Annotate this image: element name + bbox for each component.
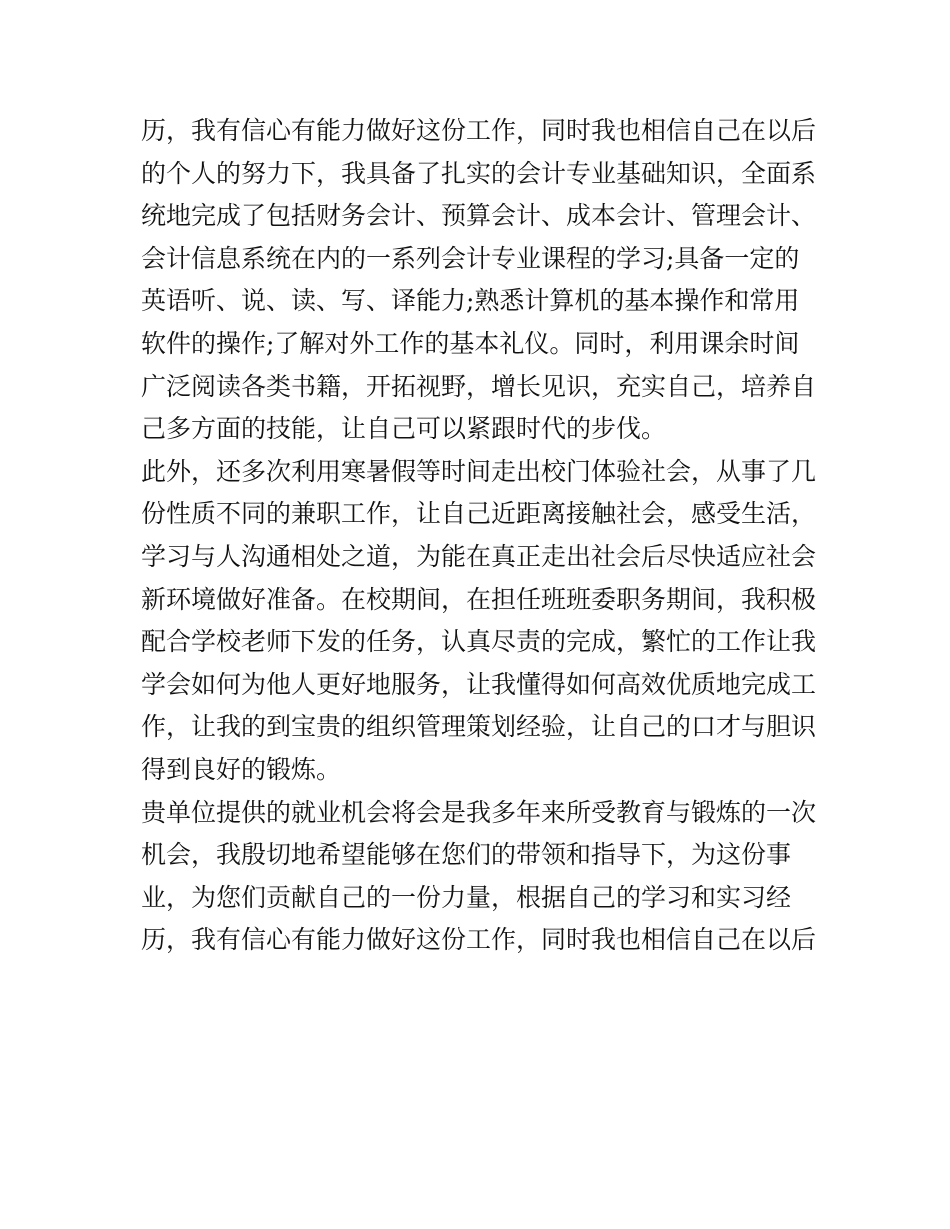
text-line: 会计信息系统在内的一系列会计专业课程的学习;具备一定的 bbox=[141, 243, 800, 273]
text-line: 己多方面的技能，让自己可以紧跟时代的步伐。 bbox=[141, 414, 667, 444]
text-line: 历，我有信心有能力做好这份工作，同时我也相信自己在以后 bbox=[141, 925, 817, 955]
text-line: 此外，还多次利用寒暑假等时间走出校门体验社会，从事了几 bbox=[141, 456, 817, 486]
text-line: 统地完成了包括财务会计、预算会计、成本会计、管理会计、 bbox=[141, 201, 817, 231]
text-line: 作，让我的到宝贵的组织管理策划经验，让自己的口才与胆识 bbox=[141, 712, 817, 742]
text-line: 广泛阅读各类书籍，开拓视野，增长见识，充实自己，培养自 bbox=[141, 371, 817, 401]
text-line: 英语听、说、读、写、译能力;熟悉计算机的基本操作和常用 bbox=[141, 286, 800, 316]
text-line: 份性质不同的兼职工作，让自己近距离接触社会，感受生活， bbox=[141, 499, 817, 529]
text-line: 机会，我殷切地希望能够在您们的带领和指导下，为这份事 bbox=[141, 840, 792, 870]
text-line: 贵单位提供的就业机会将会是我多年来所受教育与锻炼的一次 bbox=[141, 797, 817, 827]
text-line: 学会如何为他人更好地服务，让我懂得如何高效优质地完成工 bbox=[141, 669, 817, 699]
text-line: 学习与人沟通相处之道，为能在真正走出社会后尽快适应社会 bbox=[141, 541, 817, 571]
text-line: 软件的操作;了解对外工作的基本礼仪。同时，利用课余时间 bbox=[141, 328, 800, 358]
text-line: 的个人的努力下，我具备了扎实的会计专业基础知识，全面系 bbox=[141, 158, 817, 188]
text-line: 新环境做好准备。在校期间，在担任班班委职务期间，我积极 bbox=[141, 584, 817, 614]
text-line: 得到良好的锻炼。 bbox=[141, 754, 342, 784]
text-line: 历，我有信心有能力做好这份工作，同时我也相信自己在以后 bbox=[141, 116, 817, 145]
text-line: 配合学校老师下发的任务，认真尽责的完成，繁忙的工作让我 bbox=[141, 627, 817, 657]
text-line: 业，为您们贡献自己的一份力量，根据自己的学习和实习经 bbox=[141, 882, 792, 912]
body-text bbox=[141, 110, 821, 962]
